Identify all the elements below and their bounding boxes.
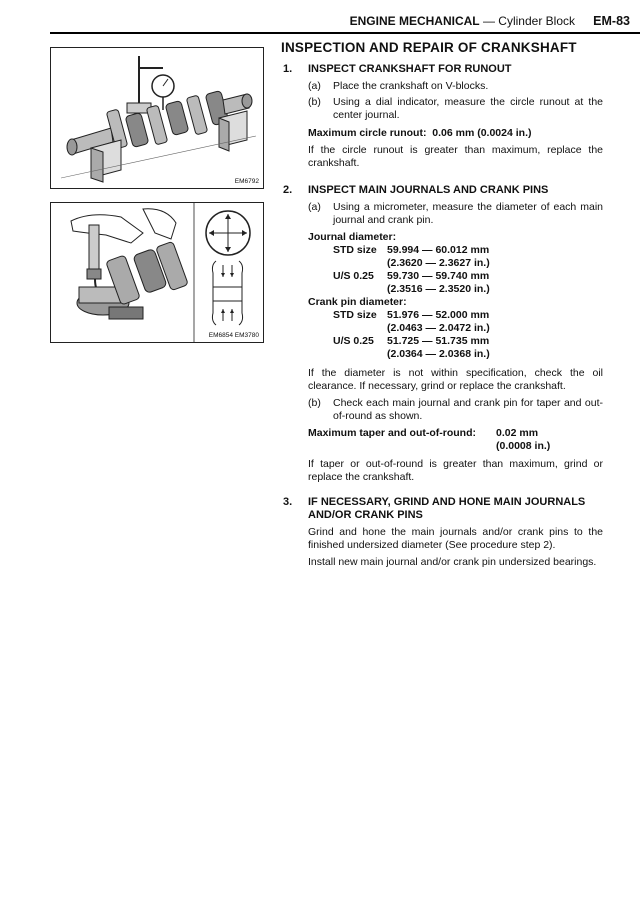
substep-label: (a): [308, 80, 321, 92]
spec-label: Maximum taper and out-of-round:: [308, 427, 476, 439]
substep-b: [308, 96, 603, 122]
spec-max-taper-inches: [308, 440, 603, 453]
spec-key: U/S 0.25: [333, 270, 374, 282]
spec-value: 51.725 — 51.735 mm: [387, 335, 490, 347]
step-note: If the diameter is not within specification, check the oil clearance. If necessary, grind or replace the crankshaft.: [308, 367, 603, 392]
spec-key: STD size: [333, 244, 377, 256]
spec-row: [308, 348, 603, 361]
step-number: 3.: [283, 496, 293, 508]
substep-label: (a): [308, 201, 321, 213]
spec-max-taper: [308, 427, 603, 440]
substep-text: Using a dial indicator, measure the circle runout at the center journal.: [333, 96, 603, 121]
spec-row: [308, 335, 603, 348]
page-header: [0, 14, 640, 36]
substep-text: Place the crankshaft on V-blocks.: [333, 80, 489, 92]
spec-value: (2.0463 — 2.0472 in.): [387, 322, 490, 334]
spec-row: [308, 283, 603, 296]
spec-value: (2.0364 — 2.0368 in.): [387, 348, 490, 360]
main-content: [281, 40, 603, 573]
step-paragraph: Grind and hone the main journals and/or crank pins to the finished undersized diameter (See procedure step 2).: [308, 526, 603, 551]
spec-row: [308, 257, 603, 270]
step-number: 2.: [283, 184, 293, 196]
page-title: INSPECTION AND REPAIR OF CRANKSHAFT: [281, 40, 577, 55]
figure-code: EM6792: [234, 178, 259, 185]
header-subsection: Cylinder Block: [498, 14, 575, 28]
page-number: EM-83: [593, 14, 630, 28]
step-1: [281, 63, 603, 170]
step-title: INSPECT CRANKSHAFT FOR RUNOUT: [308, 63, 512, 75]
spec-key: U/S 0.25: [333, 335, 374, 347]
step-title: IF NECESSARY, GRIND AND HONE MAIN JOURNALS AND/OR CRANK PINS: [308, 496, 586, 521]
spec-value: (2.3620 — 2.3627 in.): [387, 257, 490, 269]
header-title: [350, 14, 575, 28]
substep-text: Check each main journal and crank pin for taper and out-of-round as shown.: [333, 397, 603, 422]
spec-value: 59.994 — 60.012 mm: [387, 244, 490, 256]
step-title: INSPECT MAIN JOURNALS AND CRANK PINS: [308, 184, 549, 196]
header-dash: —: [479, 14, 499, 28]
substep-text: Using a micrometer, measure the diameter of each main journal and crank pin.: [333, 201, 603, 226]
substep-label: (b): [308, 96, 321, 108]
header-rule: [50, 32, 640, 34]
journal-diameter-heading: Journal diameter:: [308, 231, 397, 243]
spec-row: [308, 270, 603, 283]
journal-measurement-illustration: [51, 203, 263, 342]
substep-b: [308, 397, 603, 423]
substep-a: [308, 80, 603, 93]
spec-value: (2.3516 — 2.3520 in.): [387, 283, 490, 295]
substep-a: [308, 201, 603, 227]
figure-crankshaft-runout: [50, 47, 264, 189]
spec-value: 51.976 — 52.000 mm: [387, 309, 490, 321]
spec-value: 0.02 mm: [496, 427, 539, 439]
spec-value: 59.730 — 59.740 mm: [387, 270, 490, 282]
spec-value: (0.0008 in.): [496, 440, 551, 452]
step-2: [281, 184, 603, 484]
crank-pin-diameter-heading: Crank pin diameter:: [308, 296, 407, 308]
step-paragraph: Install new main journal and/or crank pin undersized bearings.: [308, 556, 597, 568]
step-3: [281, 496, 603, 569]
spec-key: STD size: [333, 309, 377, 321]
figure-code: EM6854 EM3780: [208, 332, 259, 339]
step-note: If taper or out-of-round is greater than maximum, grind or replace the crankshaft.: [308, 458, 603, 483]
substep-label: (b): [308, 397, 321, 409]
spec-row: [308, 322, 603, 335]
step-note: If the circle runout is greater than maximum, replace the crankshaft.: [308, 144, 603, 169]
figure-journal-measurement: [50, 202, 264, 343]
step-number: 1.: [283, 63, 293, 75]
spec-row: [308, 244, 603, 257]
spec-row: [308, 309, 603, 322]
spec-max-runout: Maximum circle runout: 0.06 mm (0.0024 in.): [308, 127, 532, 139]
crankshaft-runout-illustration: [51, 48, 263, 188]
header-section: ENGINE MECHANICAL: [349, 14, 480, 28]
